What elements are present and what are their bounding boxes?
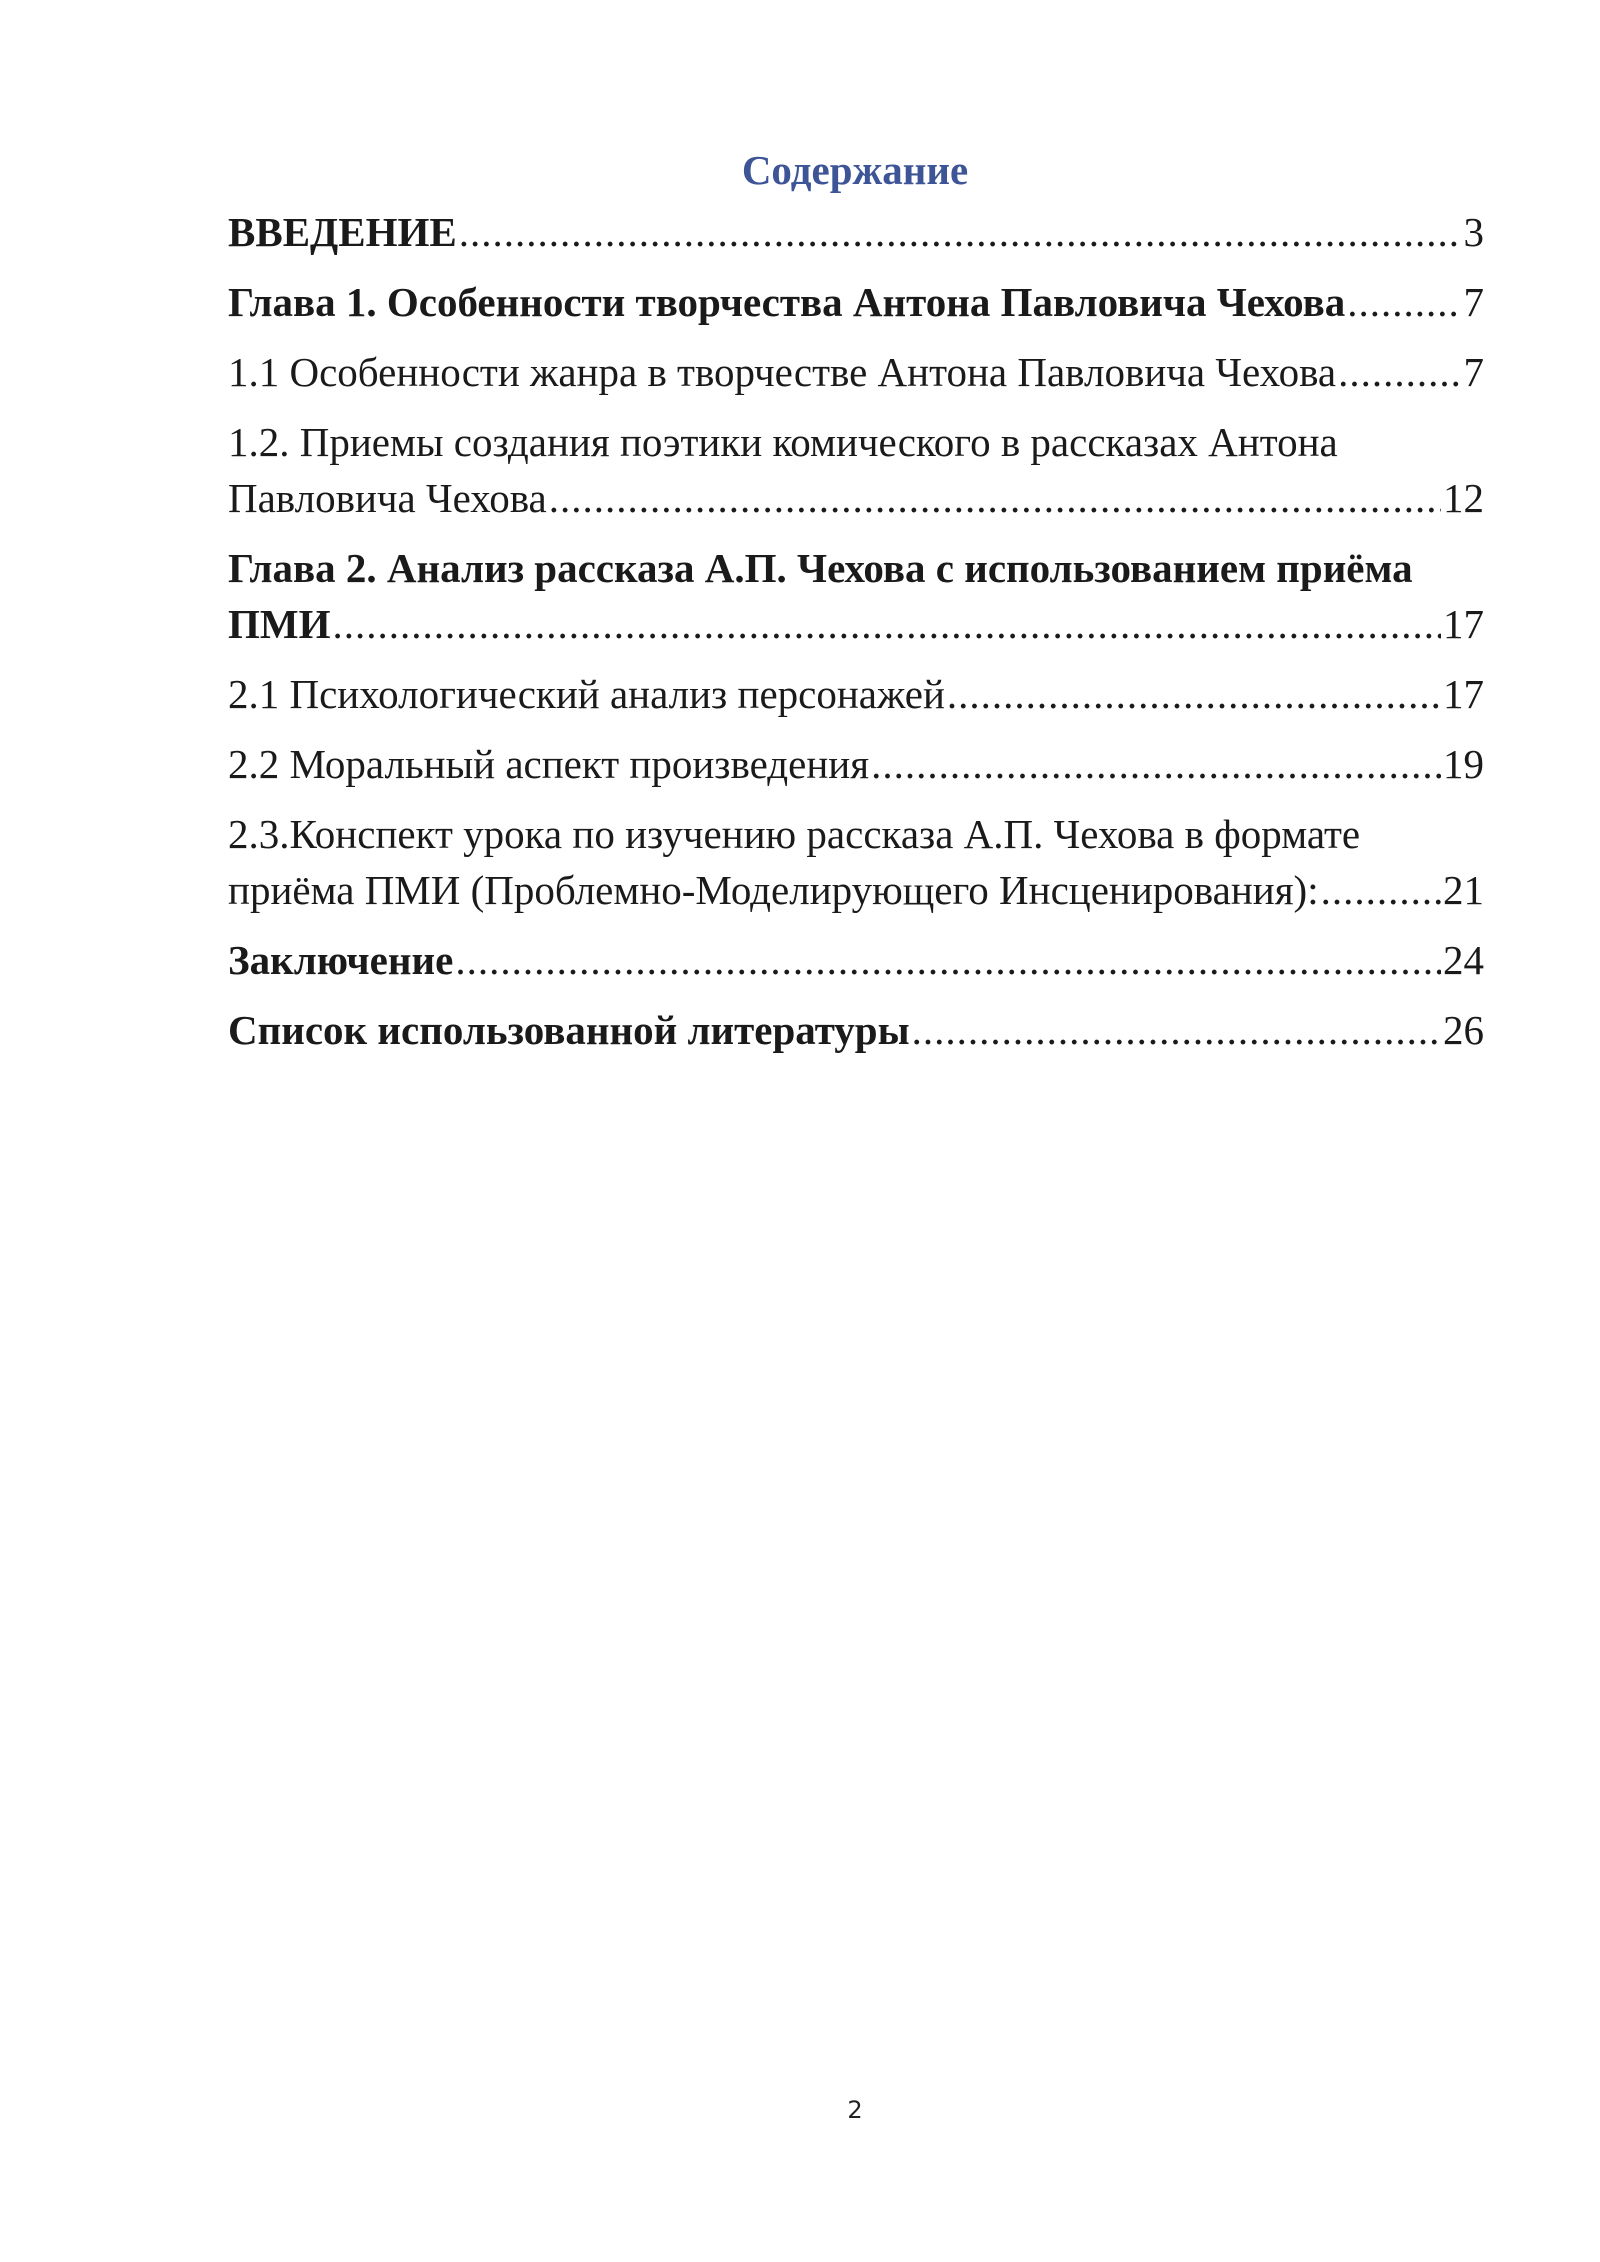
toc-entry-text: Павловича Чехова (228, 475, 547, 521)
page-number-footer: 2 (847, 2096, 863, 2124)
toc-page-number: 19 (1443, 741, 1484, 787)
toc-leader-dots (1321, 862, 1441, 918)
toc-entry-text: Глава 1. Особенности творчества Антона Павловича Чехова (228, 279, 1346, 325)
toc-entry-chapter-2[interactable] (228, 540, 1484, 652)
toc-entry-section-1-1[interactable] (228, 344, 1484, 400)
toc-page-number: 12 (1443, 475, 1484, 521)
toc-entry-introduction[interactable] (228, 204, 1484, 260)
toc-title: Содержание (741, 147, 969, 193)
toc-leader-dots (912, 1002, 1441, 1058)
toc-leader-dots (332, 596, 1441, 652)
toc-leader-dots (459, 204, 1462, 260)
toc-page-number: 3 (1463, 209, 1484, 255)
toc-entry-text: Заключение (228, 937, 454, 983)
toc-entry-text: 2.1 Психологический анализ персонажей (228, 671, 945, 717)
toc-entry-text: ПМИ (228, 601, 331, 647)
toc-page-number: 26 (1443, 1007, 1484, 1053)
toc-entry-section-2-3[interactable] (228, 806, 1484, 918)
toc-entry-text-line-1: Глава 2. Анализ рассказа А.П. Чехова с использованием приёма (228, 545, 1413, 591)
toc-page-number: 17 (1443, 601, 1484, 647)
toc-leader-dots (549, 470, 1441, 526)
toc-entry-text: 2.2 Моральный аспект произведения (228, 741, 870, 787)
toc-leader-dots (1338, 344, 1461, 400)
toc-entry-text-line-1: 1.2. Приемы создания поэтики комического в рассказах Антона (228, 419, 1338, 465)
toc-entry-section-2-1[interactable] (228, 666, 1484, 722)
toc-leader-dots (871, 736, 1441, 792)
toc-entry-conclusion[interactable] (228, 932, 1484, 988)
toc-leader-dots (1347, 274, 1461, 330)
toc-page-number: 17 (1443, 671, 1484, 717)
toc-entry-text: 1.1 Особенности жанра в творчестве Антона Павловича Чехова (228, 349, 1337, 395)
toc-entry-text: ВВЕДЕНИЕ (228, 209, 457, 255)
toc-leader-dots (455, 932, 1441, 988)
toc-entry-text-line-1: 2.3.Конспект урока по изучению рассказа А.П. Чехова в формате (228, 811, 1361, 857)
toc-leader-dots (947, 666, 1441, 722)
toc-entry-bibliography[interactable] (228, 1002, 1484, 1058)
toc-page-number: 24 (1443, 937, 1484, 983)
toc-page-number: 7 (1463, 349, 1484, 395)
toc-entry-text: Список использованной литературы (228, 1007, 910, 1053)
toc-entry-section-1-2[interactable] (228, 414, 1484, 526)
toc-entry-section-2-2[interactable] (228, 736, 1484, 792)
toc-entry-chapter-1[interactable] (228, 274, 1484, 330)
toc-page-number: 7 (1463, 279, 1484, 325)
toc-entry-text: приёма ПМИ (Проблемно-Моделирующего Инсценирования): (228, 867, 1319, 913)
toc-page-number: 21 (1443, 867, 1484, 913)
